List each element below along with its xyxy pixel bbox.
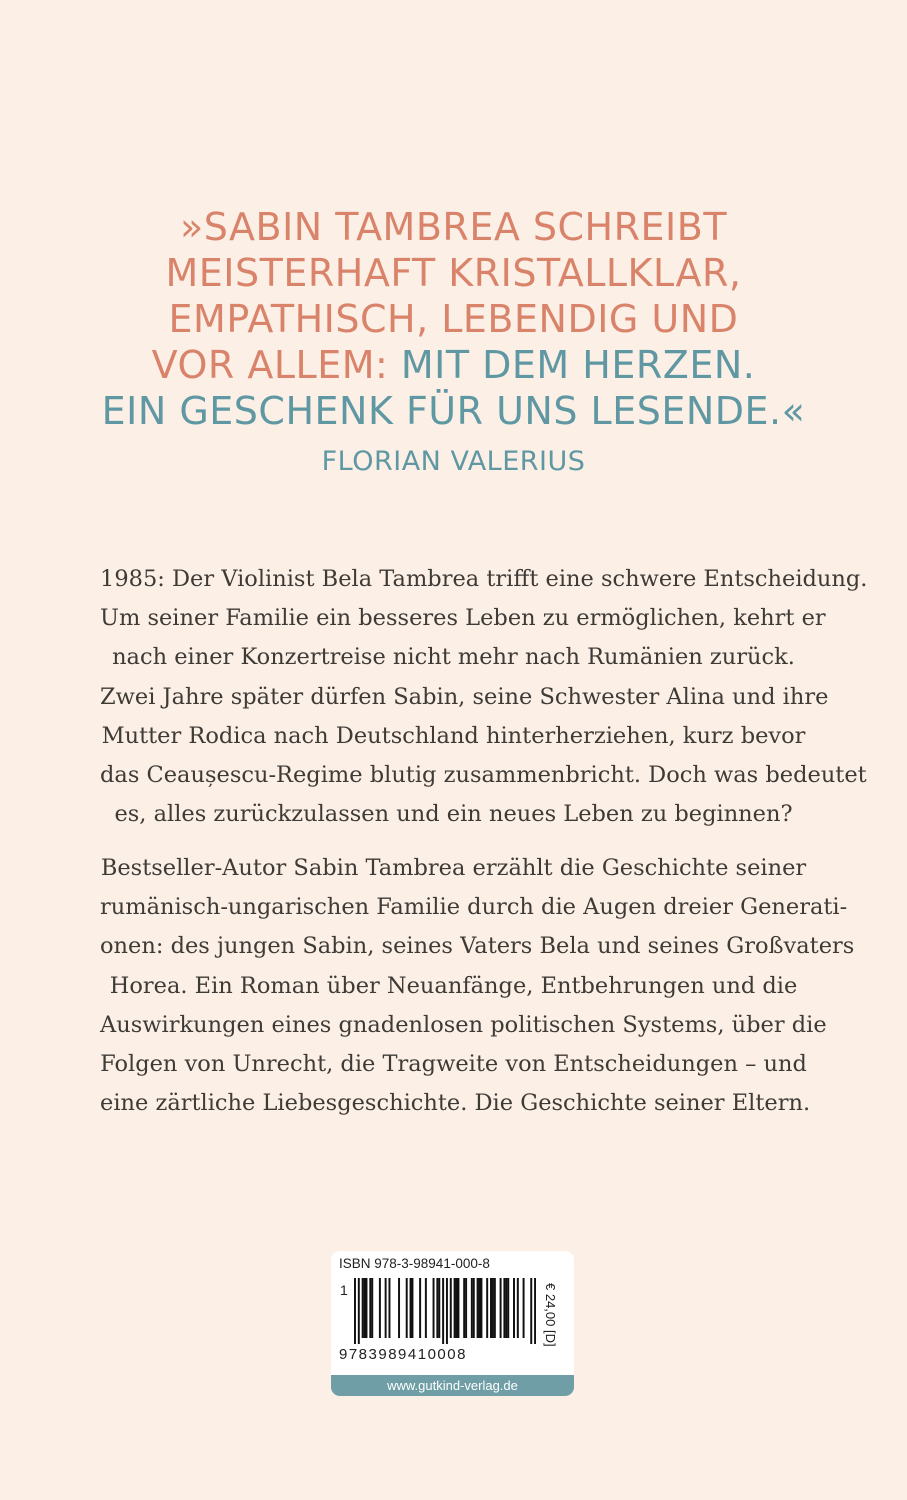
barcode-bar	[358, 1278, 360, 1344]
barcode-bar	[486, 1278, 488, 1338]
quote-line-4-coral: VOR ALLEM:	[151, 343, 389, 387]
barcode-bar	[490, 1278, 492, 1338]
blurb-line: onen: des jungen Sabin, seines Vaters Bela und seines Großvaters	[100, 933, 855, 960]
barcode-label	[331, 1251, 574, 1396]
blurb-line: Folgen von Unrecht, die Tragweite von Entscheidungen – und	[100, 1051, 807, 1078]
barcode-bar	[500, 1278, 502, 1338]
blurb-line: 1985: Der Violinist Bela Tambrea trifft eine schwere Entscheidung.	[100, 566, 868, 592]
blurb-line: Mutter Rodica nach Deutschland hinterherziehen, kurz bevor	[101, 722, 806, 749]
barcode-bar	[419, 1278, 421, 1338]
barcode-bar	[456, 1278, 458, 1338]
barcode-bar	[369, 1278, 371, 1338]
blurb-line: rumänisch-ungarischen Familie durch die Augen dreier Generati-	[100, 894, 848, 921]
isbn-number: ISBN 978-3-98941-000-8	[339, 1256, 490, 1271]
barcode-bar	[471, 1278, 473, 1338]
barcode-bar	[479, 1278, 481, 1338]
blurb-line: Um seiner Familie ein besseres Leben zu ermöglichen, kehrt er	[100, 605, 826, 632]
barcode-bar	[406, 1278, 408, 1338]
quote-line-1: »SABIN TAMBREA SCHREIBT	[179, 205, 728, 249]
barcode-bar	[436, 1278, 438, 1338]
barcode-bar	[354, 1278, 356, 1344]
barcode-bar	[494, 1278, 496, 1338]
barcode-bar	[385, 1278, 387, 1338]
blurb-line: eine zärtliche Liebesgeschichte. Die Geschichte seiner Eltern.	[100, 1090, 811, 1117]
blurb-line: Zwei Jahre später dürfen Sabin, seine Schwester Alina und ihre	[100, 683, 829, 710]
blurb-line: Horea. Ein Roman über Neuanfänge, Entbehrungen und die	[109, 972, 798, 999]
blurb-paragraph-1	[100, 560, 868, 834]
barcode-digits: 9783989410008	[339, 1346, 467, 1363]
quote-line-5: EIN GESCHENK FÜR UNS LESENDE.«	[101, 389, 806, 433]
barcode-bar	[425, 1278, 427, 1338]
barcode-bar	[457, 1278, 459, 1338]
barcode-bar	[492, 1278, 494, 1338]
quote-attribution: FLORIAN VALERIUS	[321, 446, 586, 477]
barcode-bar	[364, 1278, 366, 1338]
barcode-bar	[388, 1278, 390, 1338]
barcode-bar	[523, 1278, 525, 1338]
barcode-bar	[507, 1278, 509, 1338]
publisher-url: www.gutkind-verlag.de	[331, 1375, 574, 1396]
barcode-bar	[454, 1278, 456, 1338]
barcode-bar	[442, 1278, 444, 1344]
barcode-bar	[379, 1278, 381, 1338]
barcode-bar	[477, 1278, 479, 1338]
barcode-bar	[365, 1278, 367, 1338]
blurb-line: Bestseller-Autor Sabin Tambrea erzählt die Geschichte seiner	[100, 855, 807, 881]
quote-line-2: MEISTERHAFT KRISTALLKLAR,	[165, 251, 742, 295]
blurb-line: nach einer Konzertreise nicht mehr nach Rumänien zurück.	[112, 644, 795, 671]
blurb-line: Auswirkungen eines gnadenlosen politischen Systems, über die	[100, 1011, 827, 1038]
barcode-bar	[530, 1278, 532, 1344]
price-label: € 24,00 [D]	[543, 1283, 558, 1347]
barcode-bar	[446, 1278, 448, 1344]
barcode-bar	[534, 1278, 536, 1344]
barcode-bar	[465, 1278, 467, 1338]
barcode-bar	[473, 1278, 475, 1338]
quote-line-4	[0, 342, 907, 388]
barcode-bar	[398, 1278, 400, 1338]
barcode-bars	[354, 1278, 536, 1344]
barcode-lead-digit: 1	[340, 1282, 348, 1298]
quote-line-4-teal: MIT DEM HERZEN.	[388, 343, 756, 387]
barcode-bar	[438, 1278, 440, 1338]
cover-quote	[0, 204, 907, 434]
barcode-bar	[505, 1278, 507, 1338]
barcode-bar	[450, 1278, 452, 1338]
barcode-bar	[513, 1278, 515, 1338]
barcode-bar	[517, 1278, 519, 1338]
barcode-bar	[411, 1278, 413, 1338]
blurb-line: es, alles zurückzulassen und ein neues Leben zu beginnen?	[114, 801, 793, 828]
barcode-bar	[362, 1278, 364, 1338]
quote-line-3: EMPATHISCH, LEBENDIG UND	[168, 297, 739, 341]
blurb-line: das Ceaușescu-Regime blutig zusammenbricht. Doch was bedeutet	[100, 762, 867, 789]
blurb-paragraph-2	[100, 849, 855, 1123]
barcode-bar	[371, 1278, 373, 1338]
barcode-bar	[480, 1278, 482, 1338]
barcode-bar	[410, 1278, 412, 1338]
barcode-bar	[503, 1278, 505, 1338]
barcode-bar	[463, 1278, 465, 1338]
barcode-bar	[433, 1278, 435, 1338]
